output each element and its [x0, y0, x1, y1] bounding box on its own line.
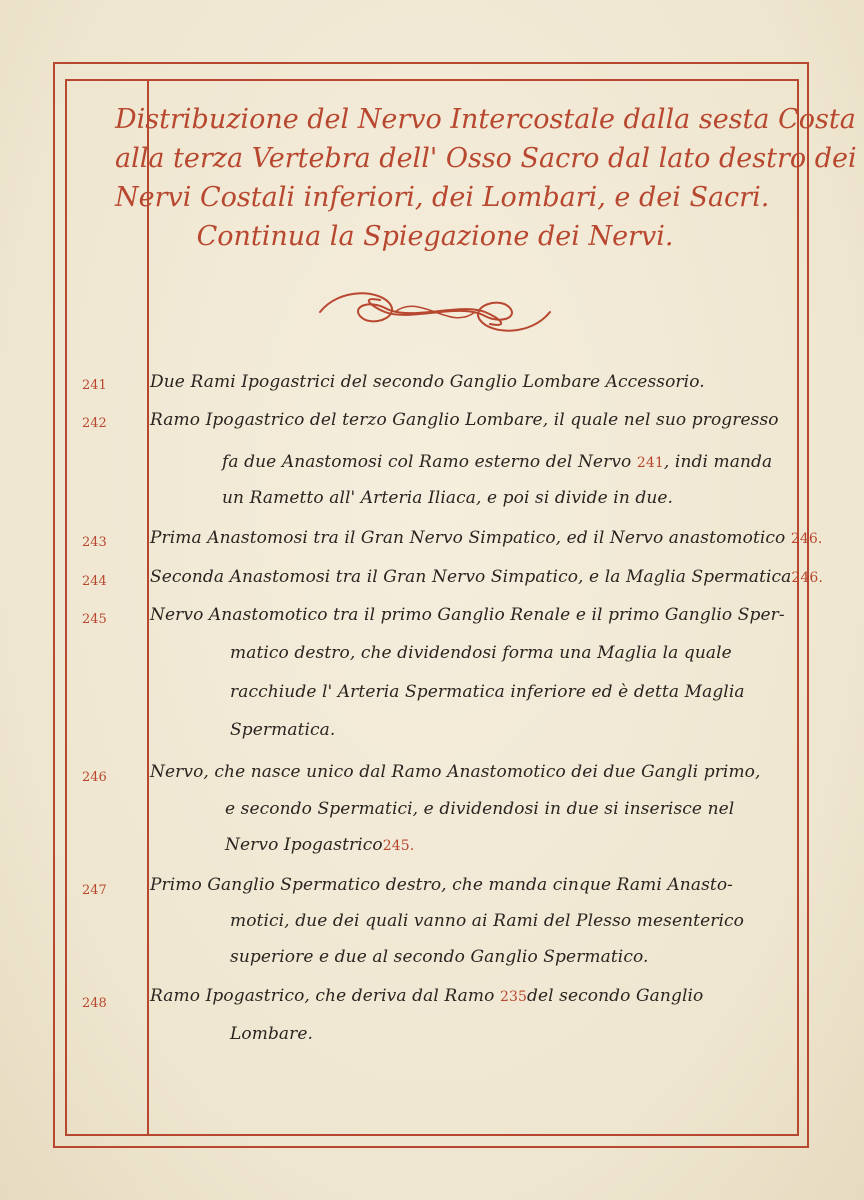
entry-number: 242 — [82, 416, 107, 431]
entry-text — [225, 835, 414, 855]
title-line: alla terza Vertebra dell' Osso Sacro dal lato destro dei — [115, 143, 857, 174]
entry-text: Primo Ganglio Spermatico destro, che manda cinque Rami Anasto- — [150, 875, 734, 895]
entry-text-fragment: , indi manda — [663, 452, 773, 472]
title-line: Distribuzione del Nervo Intercostale dalla sesta Costa — [115, 104, 856, 135]
entry-text-fragment: fa due Anastomosi col Ramo esterno del Nervo — [222, 452, 632, 472]
entry-number: 247 — [82, 883, 107, 898]
cross-reference: 246. — [791, 570, 823, 586]
entry-text-fragment: Nervo Ipogastrico — [225, 835, 383, 855]
entry-text — [150, 528, 822, 548]
entry-number: 243 — [82, 535, 107, 550]
cross-reference: 241 — [636, 455, 664, 471]
entry-text: Nervo, che nasce unico dal Ramo Anastomotico dei due Gangli primo, — [150, 762, 761, 782]
entry-text: Due Rami Ipogastrici del secondo Ganglio Lombare Accessorio. — [150, 372, 705, 392]
entry-text-fragment: Prima Anastomosi tra il Gran Nervo Simpatico, ed il Nervo anastomotico — [150, 528, 786, 548]
cross-reference: 235 — [499, 989, 527, 1005]
title-line: Nervi Costali inferiori, dei Lombari, e dei Sacri. — [115, 182, 770, 213]
entry-text: motici, due dei quali vanno ai Rami del Plesso mesenterico — [230, 911, 744, 931]
calligraphic-flourish — [310, 282, 560, 342]
entry-text: Lombare. — [230, 1024, 314, 1044]
entry-text: superiore e due al secondo Ganglio Spermatico. — [230, 947, 649, 967]
entry-text: matico destro, che dividendosi forma una Maglia la quale — [230, 643, 732, 663]
entry-text: Spermatica. — [230, 720, 336, 740]
entry-number: 244 — [82, 574, 107, 589]
title-line: Continua la Spiegazione dei Nervi. — [196, 221, 674, 252]
entry-number: 245 — [82, 612, 107, 627]
entry-number: 246 — [82, 770, 107, 785]
entry-text: un Rametto all' Arteria Iliaca, e poi si divide in due. — [222, 488, 674, 508]
entry-number: 248 — [82, 996, 107, 1011]
entry-number: 241 — [82, 378, 107, 393]
cross-reference: 245. — [382, 838, 415, 854]
entry-text-fragment: Ramo Ipogastrico, che deriva dal Ramo — [150, 986, 495, 1006]
page-title — [115, 100, 857, 256]
entry-text-fragment: del secondo Ganglio — [527, 986, 704, 1006]
cross-reference: 246. — [790, 531, 823, 547]
entry-text — [150, 567, 823, 587]
entry-text: e secondo Spermatici, e dividendosi in due si inserisce nel — [225, 799, 735, 819]
entry-text-fragment: Seconda Anastomosi tra il Gran Nervo Simpatico, e la Maglia Spermatica — [150, 567, 792, 587]
entry-text: racchiude l' Arteria Spermatica inferiore ed è detta Maglia — [230, 682, 745, 702]
entry-text: Ramo Ipogastrico del terzo Ganglio Lombare, il quale nel suo progresso — [150, 410, 779, 430]
entry-text: Nervo Anastomotico tra il primo Ganglio Renale e il primo Ganglio Sper- — [150, 605, 785, 625]
entry-text — [222, 452, 772, 472]
entry-text — [150, 986, 703, 1006]
